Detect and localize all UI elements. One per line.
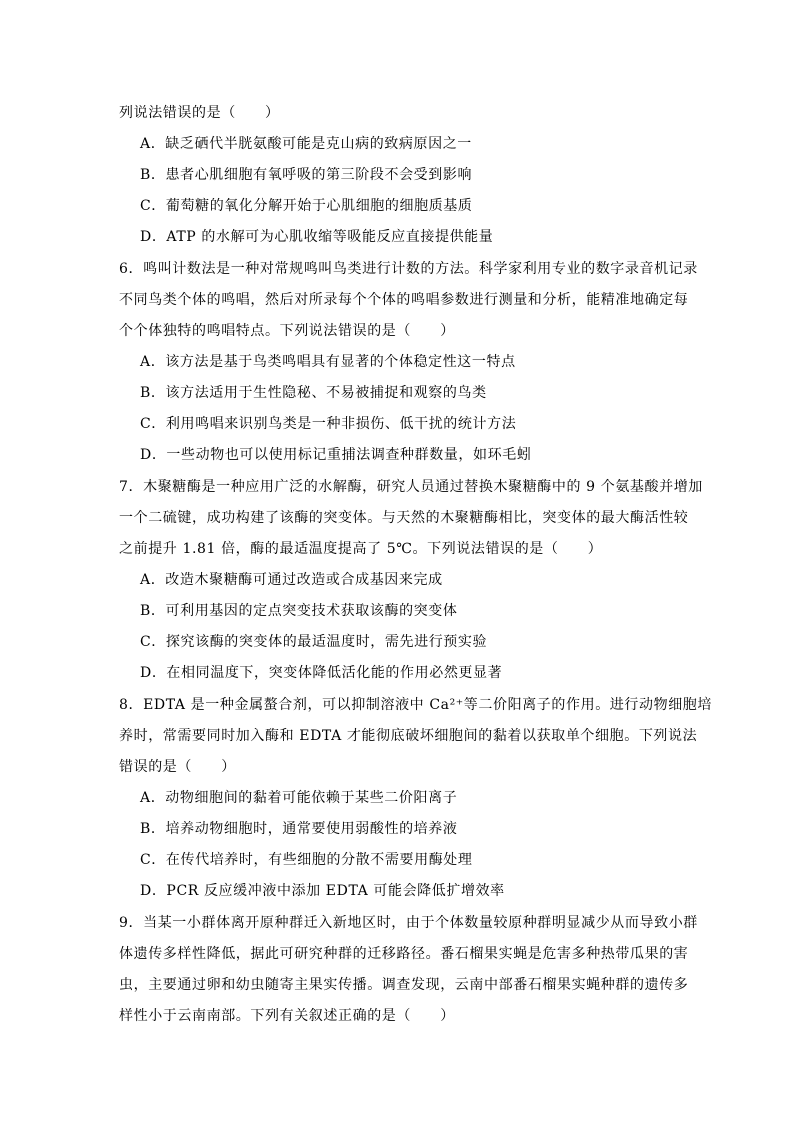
q6-option-d: D．一些动物也可以使用标记重捕法调查种群数量，如环毛蚓: [140, 447, 532, 463]
q9-stem-line-3: 虫，主要通过卵和幼虫随寄主果实传播。调查发现，云南中部番石榴果实蝇种群的遗传多: [119, 977, 689, 993]
q9-stem-line-4: 样性小于云南南部。下列有关叙述正确的是（ ）: [119, 1008, 455, 1024]
q5-option-b: B．患者心肌细胞有氧呼吸的第三阶段不会受到影响: [140, 167, 473, 183]
q6-option-a: A．该方法是基于鸟类鸣唱具有显著的个体稳定性这一特点: [140, 354, 516, 370]
q6-stem-line-2: 不同鸟类个体的鸣唱，然后对所录每个个体的鸣唱参数进行测量和分析，能精准地确定每: [119, 292, 689, 308]
q8-stem-line-2: 养时，常需要同时加入酶和 EDTA 才能彻底破坏细胞间的黏着以获取单个细胞。下列说法: [119, 728, 698, 744]
q8-stem-line-3: 错误的是（ ）: [119, 759, 236, 775]
q6-stem-line-1: 6．鸣叫计数法是一种对常规鸣叫鸟类进行计数的方法。科学家利用专业的数字录音机记录: [119, 261, 698, 277]
q8-option-b: B．培养动物细胞时，通常要使用弱酸性的培养液: [140, 821, 458, 837]
q7-option-d: D．在相同温度下，突变体降低活化能的作用必然更显著: [140, 665, 503, 681]
q9-stem-line-1: 9．当某一小群体离开原种群迁入新地区时，由于个体数量较原种群明显减少从而导致小群: [119, 915, 698, 931]
q7-option-a: A．改造木聚糖酶可通过改造或合成基因来完成: [140, 572, 443, 588]
q7-option-c: C．探究该酶的突变体的最适温度时，需先进行预实验: [140, 634, 488, 650]
q9-stem-line-2: 体遗传多样性降低，据此可研究种群的迁移路径。番石榴果实蝇是危害多种热带瓜果的害: [119, 946, 689, 962]
q6-option-b: B．该方法适用于生性隐秘、不易被捕捉和观察的鸟类: [140, 385, 487, 401]
q5-option-a: A．缺乏硒代半胱氨酸可能是克山病的致病原因之一: [140, 136, 472, 152]
q5-option-d: D．ATP 的水解可为心肌收缩等吸能反应直接提供能量: [140, 229, 494, 245]
q7-stem-line-2: 一个二硫键，成功构建了该酶的突变体。与天然的木聚糖酶相比，突变体的最大酶活性较: [119, 510, 689, 526]
q6-option-c: C．利用鸣唱来识别鸟类是一种非损伤、低干扰的统计方法: [140, 416, 517, 432]
q8-option-d: D．PCR 反应缓冲液中添加 EDTA 可能会降低扩增效率: [140, 883, 505, 899]
q5-stem-end: 列说法错误的是（ ）: [119, 105, 280, 121]
q8-option-a: A．动物细胞间的黏着可能依赖于某些二价阳离子: [140, 790, 458, 806]
q7-option-b: B．可利用基因的定点突变技术获取该酶的突变体: [140, 603, 458, 619]
q6-stem-line-3: 个个体独特的鸣唱特点。下列说法错误的是（ ）: [119, 323, 455, 339]
q5-option-c: C．葡萄糖的氧化分解开始于心肌细胞的细胞质基质: [140, 198, 473, 214]
q8-stem-line-1: 8．EDTA 是一种金属螯合剂，可以抑制溶液中 Ca²⁺等二价阳离子的作用。进行动物细胞培: [119, 697, 712, 713]
q8-option-c: C．在传代培养时，有些细胞的分散不需要用酶处理: [140, 852, 473, 868]
q7-stem-line-1: 7．木聚糖酶是一种应用广泛的水解酶，研究人员通过替换木聚糖酶中的 9 个氨基酸并增加: [119, 479, 703, 495]
q7-stem-line-3: 之前提升 1.81 倍，酶的最适温度提高了 5℃。下列说法错误的是（ ）: [119, 541, 603, 557]
